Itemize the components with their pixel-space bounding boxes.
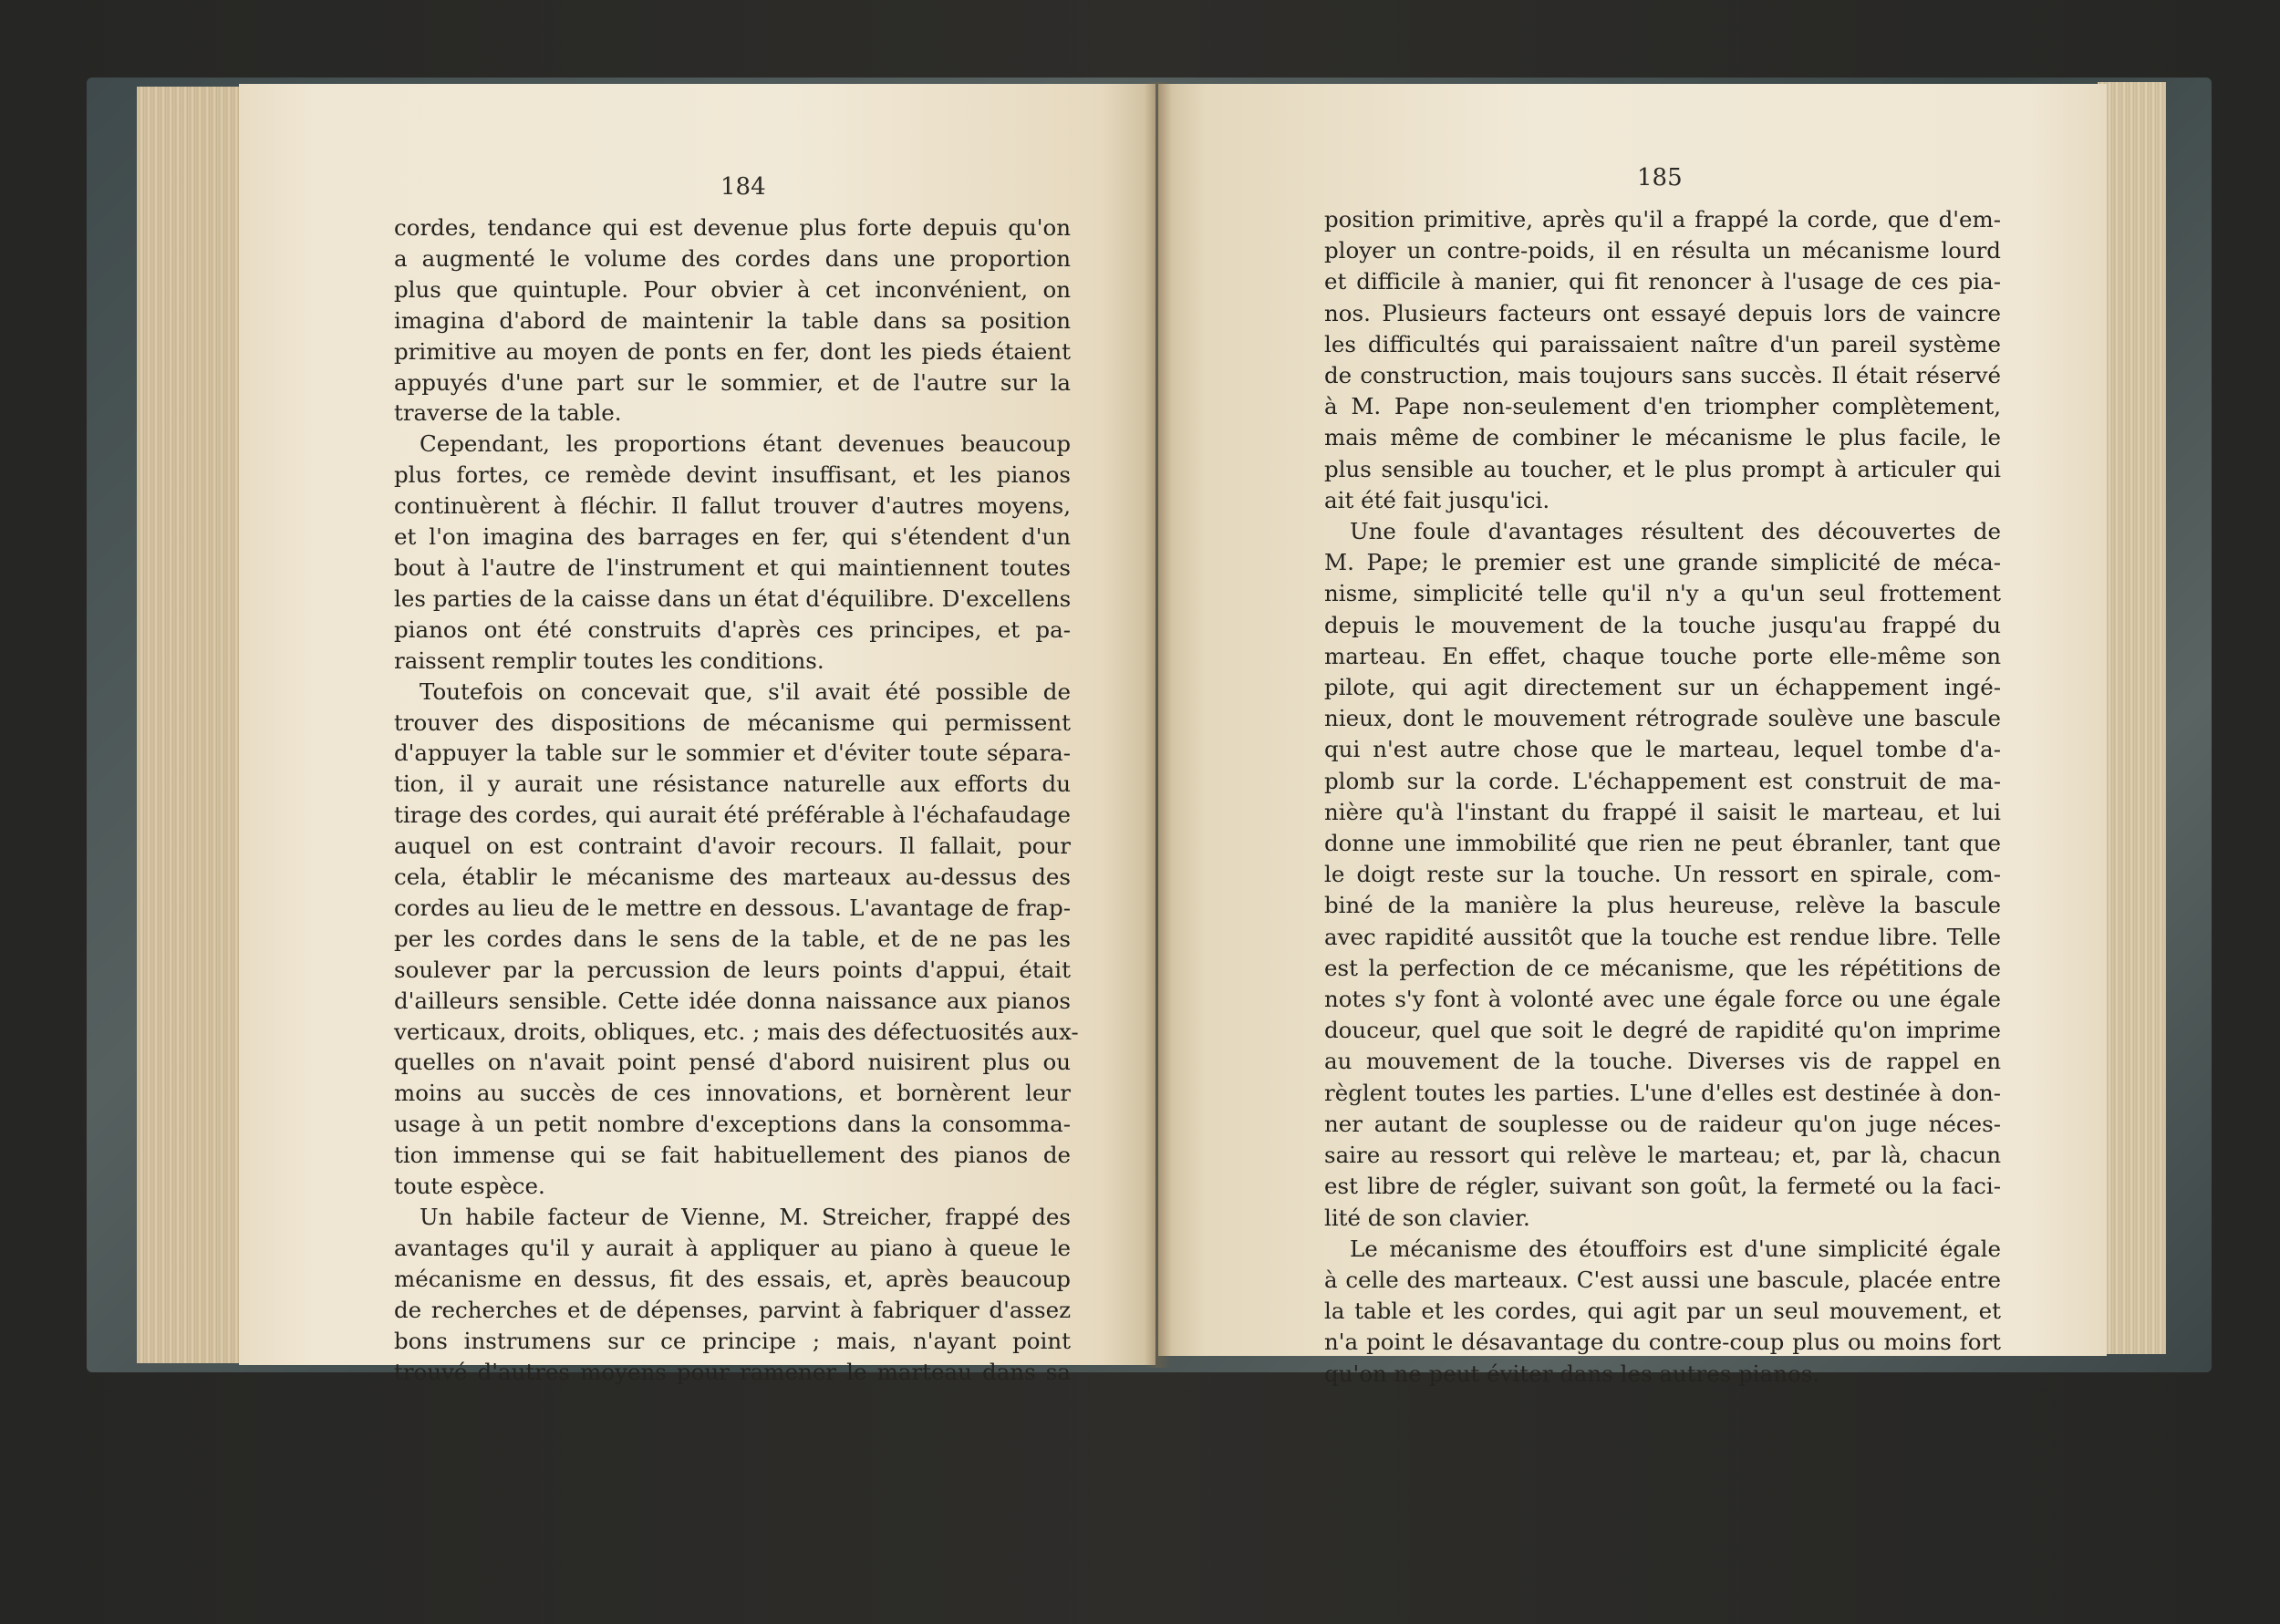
text-line: avantages qu'il y aurait à appliquer au piano à queue le: [394, 1234, 1071, 1261]
text-line: usage à un petit nombre d'exceptions dans la consomma-: [394, 1111, 1071, 1138]
text-line: lité de son clavier.: [1324, 1204, 1530, 1231]
text-line: appuyés d'une part sur le sommier, et de l'autre sur la: [394, 368, 1071, 396]
text-line: Un habile facteur de Vienne, M. Streicher, frappé des: [420, 1204, 1071, 1230]
text-line: à celle des marteaux. C'est aussi une bascule, placée entre: [1324, 1266, 2001, 1293]
text-line: bout à l'autre de l'instrument et qui maintiennent toutes: [394, 553, 1071, 581]
text-line: qui n'est autre chose que le marteau, lequel tombe d'a-: [1324, 736, 2001, 763]
text-line: donne une immobilité que rien ne peut ébranler, tant que: [1324, 830, 2001, 857]
text-line: tion, il y aurait une résistance naturelle aux efforts du: [394, 771, 1071, 798]
text-line: moins au succès de ces innovations, et bornèrent leur: [394, 1080, 1071, 1107]
right-page-text: [1324, 204, 2001, 1390]
right-page-number: 185: [1637, 164, 1683, 191]
text-line: n'a point le désavantage du contre-coup plus ou moins fort: [1324, 1329, 2001, 1356]
book-gutter: [1145, 82, 1172, 1368]
text-line: imagina d'abord de maintenir la table dans sa position: [394, 306, 1071, 334]
text-line: et difficile à manier, qui fit renoncer à l'usage de ces pia-: [1324, 268, 2001, 295]
text-line: marteau. En effet, chaque touche porte elle-même son: [1324, 642, 2001, 669]
text-line: Une foule d'avantages résultent des découvertes de: [1350, 518, 2001, 545]
text-line: nos. Plusieurs facteurs ont essayé depuis lors de vaincre: [1324, 299, 2001, 326]
text-line: position primitive, après qu'il a frappé la corde, que d'em-: [1324, 206, 2001, 233]
text-line: Le mécanisme des étouffoirs est d'une simplicité égale: [1350, 1235, 2001, 1262]
text-line: cordes au lieu de le mettre en dessous. L'avantage de frap-: [394, 894, 1071, 921]
text-line: per les cordes dans le sens de la table, et de ne pas les: [394, 925, 1071, 952]
text-line: d'ailleurs sensible. Cette idée donna naissance aux pianos: [394, 987, 1071, 1014]
text-line: d'appuyer la table sur le sommier et d'éviter toute sépara-: [394, 740, 1071, 767]
text-line: plus que quintuple. Pour obvier à cet inconvénient, on: [394, 275, 1071, 303]
text-line: de construction, mais toujours sans succès. Il était réservé: [1324, 362, 2001, 389]
text-line: nieux, dont le mouvement rétrograde soulève une bascule: [1324, 705, 2001, 732]
text-line: est la perfection de ce mécanisme, que les répétitions de: [1324, 954, 2001, 981]
text-line: saire au ressort qui relève le marteau; et, par là, chacun: [1324, 1142, 2001, 1169]
text-line: les difficultés qui paraissaient naître d'un pareil système: [1324, 330, 2001, 357]
text-line: notes s'y font à volonté avec une égale force ou une égale: [1324, 986, 2001, 1013]
text-line: avec rapidité aussitôt que la touche est rendue libre. Telle: [1324, 923, 2001, 950]
text-line: mécanisme en dessus, fit des essais, et, après beaucoup: [394, 1265, 1071, 1292]
text-line: les parties de la caisse dans un état d'équilibre. D'excellens: [394, 584, 1072, 612]
text-line: tirage des cordes, qui aurait été préférable à l'échafaudage: [394, 802, 1071, 829]
text-line: est libre de régler, suivant son goût, la fermeté ou la faci-: [1324, 1173, 2001, 1200]
text-line: auquel on est contraint d'avoir recours. Il fallait, pour: [394, 833, 1071, 860]
text-line: bons instrumens sur ce principe ; mais, n'ayant point: [394, 1327, 1071, 1354]
text-line: trouver des dispositions de mécanisme qui permissent: [394, 709, 1071, 736]
text-line: primitive au moyen de ponts en fer, dont les pieds étaient: [394, 337, 1071, 365]
right-page-edges: [2098, 82, 2166, 1354]
text-line: quelles on n'avait point pensé d'abord nuisirent plus ou: [394, 1049, 1071, 1076]
text-line: tion immense qui se fait habituellement des pianos de: [394, 1142, 1071, 1169]
text-line: M. Pape; le premier est une grande simplicité de méca-: [1324, 549, 2001, 576]
text-line: a augmenté le volume des cordes dans une proportion: [394, 244, 1071, 272]
text-line: qu'on ne peut éviter dans les autres pianos.: [1324, 1360, 1820, 1387]
text-line: et l'on imagina des barrages en fer, qui s'étendent d'un: [394, 523, 1071, 551]
text-line: verticaux, droits, obliques, etc. ; mais des défectuosités aux-: [394, 1018, 1079, 1045]
text-line: nière qu'à l'instant du frappé il saisit le marteau, et lui: [1324, 798, 2001, 825]
text-line: au mouvement de la touche. Diverses vis de rappel en: [1324, 1048, 2001, 1075]
text-line: continuèrent à fléchir. Il fallut trouver d'autres moyens,: [394, 492, 1071, 520]
text-line: raissent remplir toutes les conditions.: [394, 646, 824, 674]
text-line: soulever par la percussion de leurs points d'appui, était: [394, 956, 1071, 983]
text-line: la table et les cordes, qui agit par un seul mouvement, et: [1324, 1298, 2001, 1325]
text-line: nisme, simplicité telle qu'il n'y a qu'un seul frottement: [1324, 580, 2001, 607]
text-line: Toutefois on concevait que, s'il avait été possible de: [420, 678, 1071, 705]
left-page-text: [394, 212, 1079, 1387]
text-line: ployer un contre-poids, il en résulta un mécanisme lourd: [1324, 237, 2001, 264]
text-line: cordes, tendance qui est devenue plus forte depuis qu'on: [394, 214, 1071, 241]
text-line: pianos ont été construits d'après ces principes, et pa-: [394, 615, 1071, 643]
text-line: toute espèce.: [394, 1173, 545, 1200]
text-line: pilote, qui agit directement sur un échappement ingé-: [1324, 674, 2001, 701]
text-line: règlent toutes les parties. L'une d'elles est destinée à don-: [1324, 1079, 2001, 1106]
text-line: plomb sur la corde. L'échappement est construit de ma-: [1324, 767, 2001, 794]
text-line: mais même de combiner le mécanisme le plus facile, le: [1324, 424, 2001, 451]
text-line: depuis le mouvement de la touche jusqu'au frappé du: [1324, 611, 2001, 638]
text-line: plus fortes, ce remède devint insuffisant, et les pianos: [394, 461, 1071, 489]
text-line: plus sensible au toucher, et le plus prompt à articuler qui: [1324, 455, 2001, 482]
text-line: traverse de la table.: [394, 399, 622, 427]
text-line: Cependant, les proportions étant devenues beaucoup: [420, 430, 1071, 458]
left-page-edges: [137, 87, 246, 1363]
text-line: trouvé d'autres moyens pour ramener le marteau dans sa: [394, 1358, 1071, 1385]
text-line: le doigt reste sur la touche. Un ressort en spirale, com-: [1324, 861, 2001, 888]
text-line: à M. Pape non-seulement d'en triompher complètement,: [1324, 393, 2001, 420]
text-line: ait été fait jusqu'ici.: [1324, 486, 1550, 513]
left-page-number: 184: [720, 173, 766, 201]
text-line: de recherches et de dépenses, parvint à fabriquer d'assez: [394, 1296, 1071, 1323]
text-line: ner autant de souplesse ou de raideur qu'on juge néces-: [1324, 1110, 2001, 1137]
text-line: douceur, quel que soit le degré de rapidité qu'on imprime: [1324, 1017, 2001, 1044]
text-line: biné de la manière la plus heureuse, relève la bascule: [1324, 892, 2001, 919]
text-line: cela, établir le mécanisme des marteaux au-dessus des: [394, 864, 1071, 891]
